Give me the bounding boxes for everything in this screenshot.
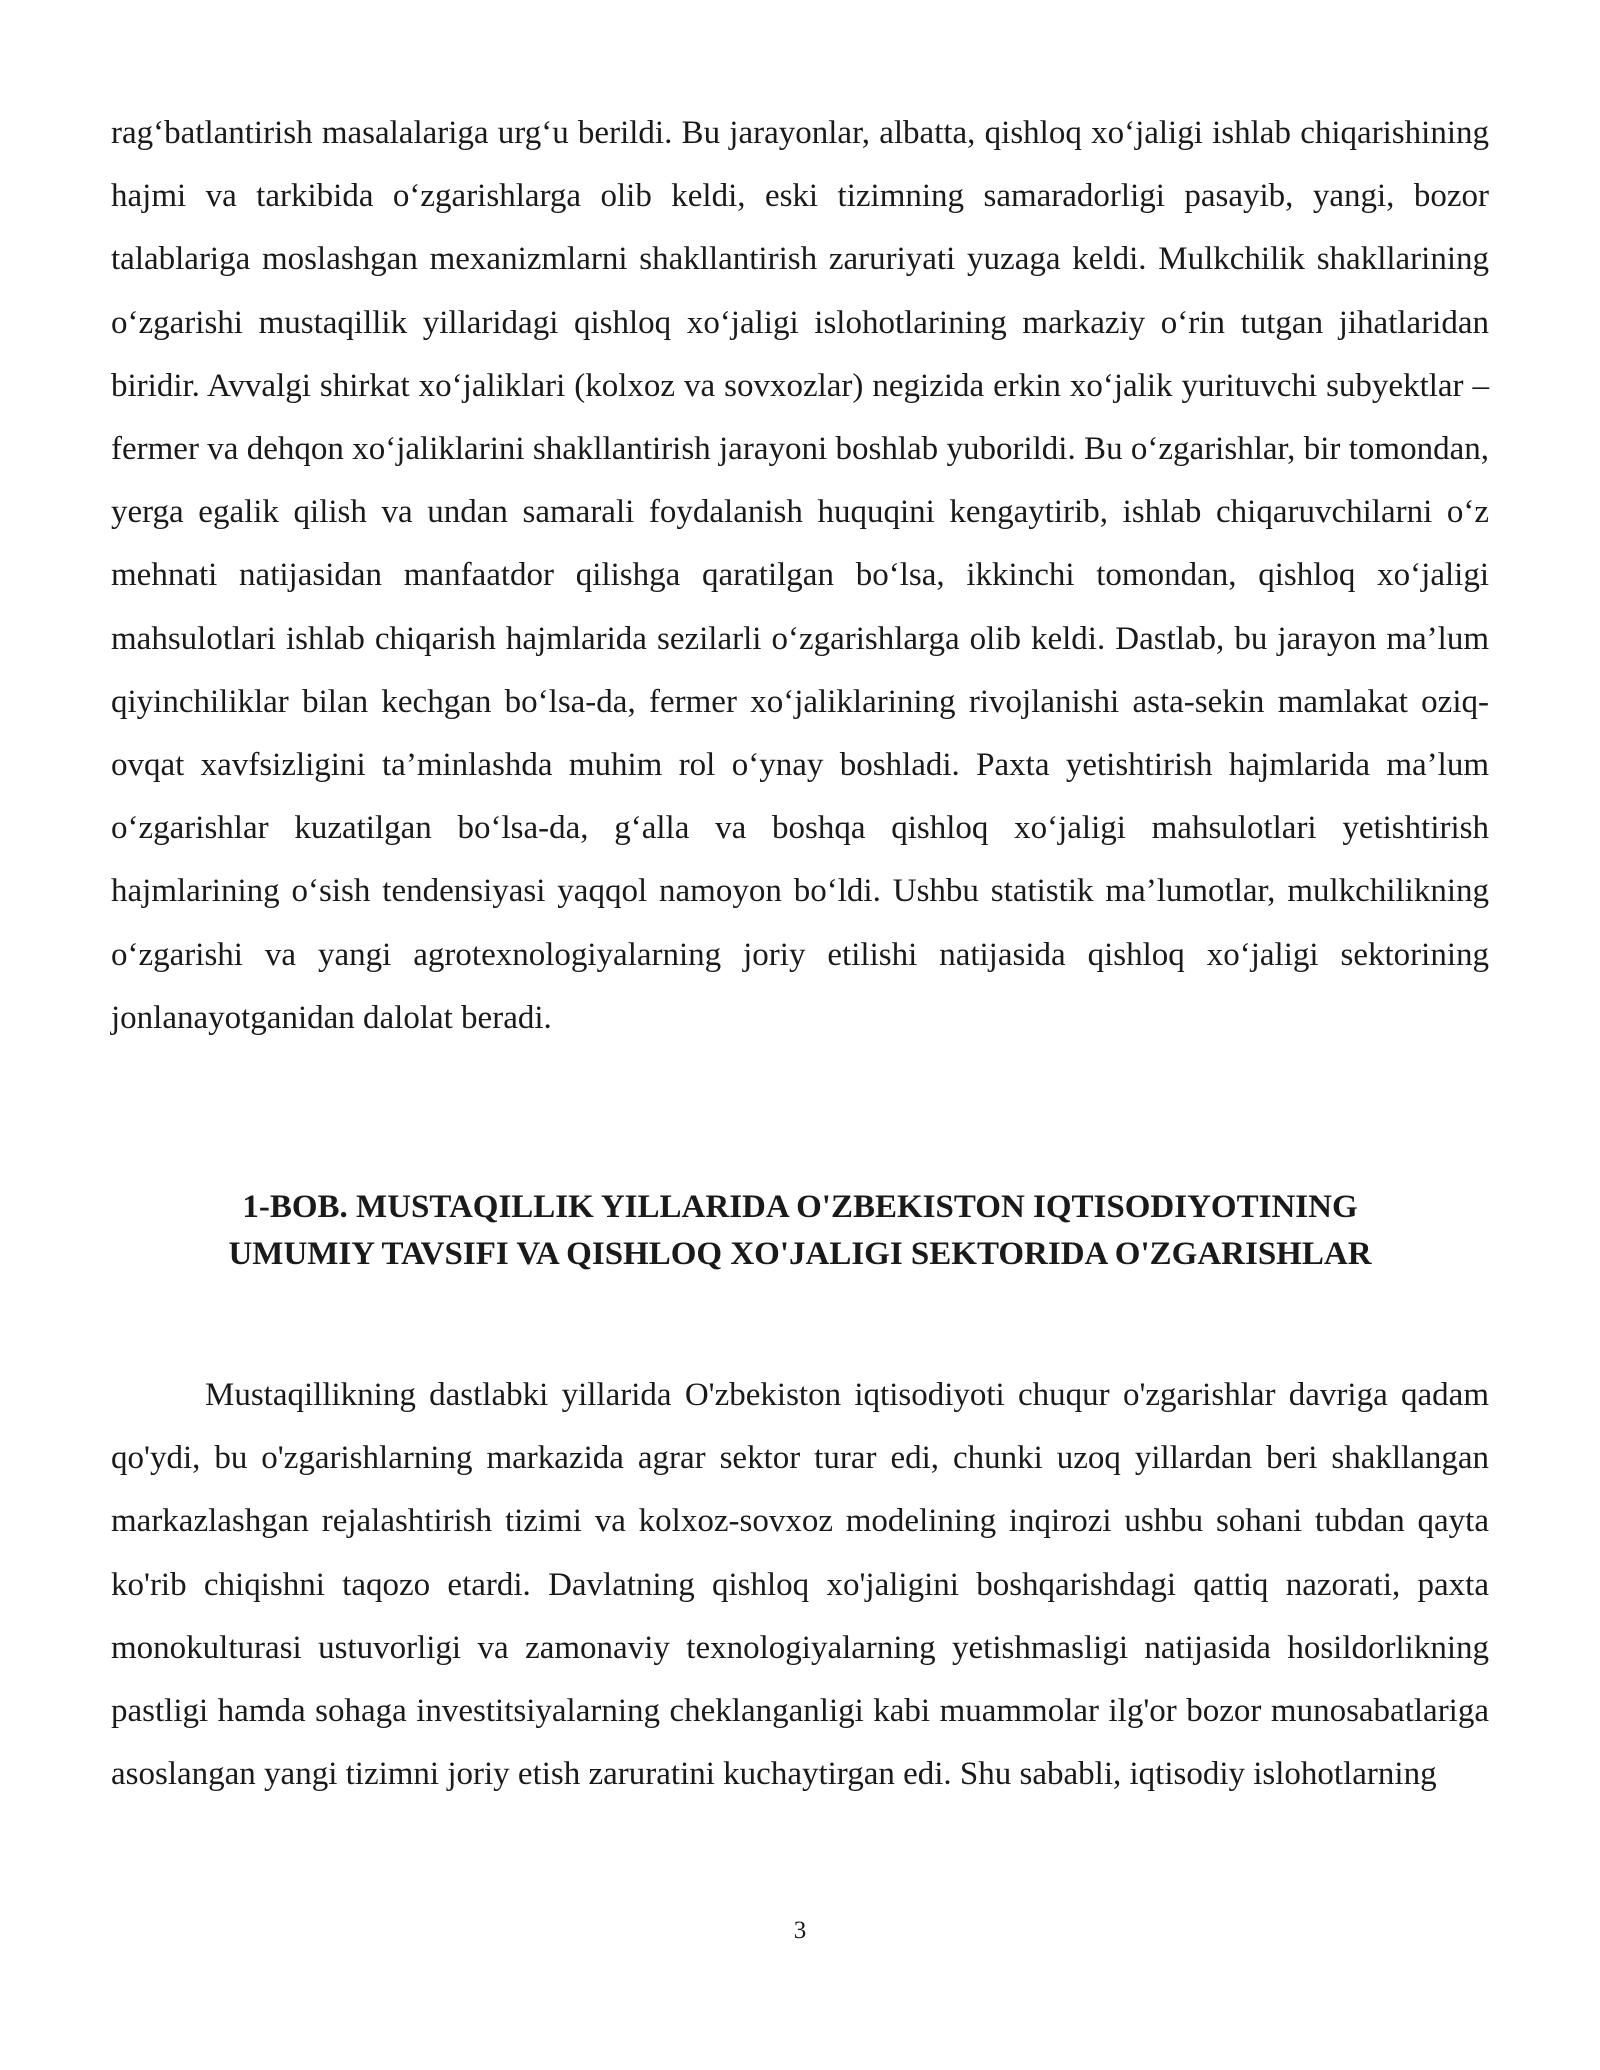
body-paragraph-intro: Mustaqillikning dastlabki yillarida O'zbekiston iqtisodiyoti chuqur o'zgarishlar davriga qadam qo'ydi, bu o'zgarishlarning markazida agrar sektor turar edi, chunki uzoq yillardan beri shakllangan markazlashgan rejalashtirish tizimi va kolxoz-sovxoz modelining inqirozi ushbu sohani tubdan qayta ko'rib chiqishni taqozo etardi. Davlatning qishloq xo'jaligini boshqarishdagi qattiq nazorati, paxta monokulturasi ustuvorligi va zamonaviy texnologiyalarning yetishmasligi natijasida hosildorlikning pastligi hamda sohaga investitsiyalarning cheklanganligi kabi muammolar ilg'or bozor munosabatlariga asoslangan yangi tizimni joriy etish zaruratini kuchaytirgan edi. Shu sababli, iqtisodiy islohotlarning (111, 1377, 1489, 1793)
chapter-heading (111, 1184, 1489, 1278)
body-paragraph-continuation: rag‘batlantirish masalalariga urg‘u berildi. Bu jarayonlar, albatta, qishloq xo‘jaligi ishlab chiqarishining hajmi va tarkibida o‘zgarishlarga olib keldi, eski tizimning samaradorligi pasayib, yangi, bozor talablariga moslashgan mexanizmlarni shakllantirish zaruriyati yuzaga keldi. Mulkchilik shakllarining o‘zgarishi mustaqillik yillaridagi qishloq xo‘jaligi islohotlarining markaziy o‘rin tutgan jihatlaridan biridir. Avvalgi shirkat xo‘jaliklari (kolxoz va sovxozlar) negizida erkin xo‘jalik yurituvchi subyektlar – fermer va dehqon xo‘jaliklarini shakllantirish jarayoni boshlab yuborildi. Bu o‘zgarishlar, bir tomondan, yerga egalik qilish va undan samarali foydalanish huquqini kengaytirib, ishlab chiqaruvchilarni o‘z mehnati natijasidan manfaatdor qilishga qaratilgan bo‘lsa, ikkinchi tomondan, qishloq xo‘jaligi mahsulotlari ishlab chiqarish hajmlarida sezilarli o‘zgarishlarga olib keldi. Dastlab, bu jarayon ma’lum qiyinchiliklar bilan kechgan bo‘lsa-da, fermer xo‘jaliklarining rivojlanishi asta-sekin mamlakat oziq-ovqat xavfsizligini ta’minlashda muhim rol o‘ynay boshladi. Paxta yetishtirish hajmlarida ma’lum o‘zgarishlar kuzatilgan bo‘lsa-da, g‘alla va boshqa qishloq xo‘jaligi mahsulotlari yetishtirish hajmlarining o‘sish tendensiyasi yaqqol namoyon bo‘ldi. Ushbu statistik ma’lumotlar, mulkchilikning o‘zgarishi va yangi agrotexnologiyalarning joriy etilishi natijasida qishloq xo‘jaligi sektorining jonlanayotganidan dalolat beradi. (111, 115, 1489, 1036)
chapter-heading-line-1: 1-BOB. MUSTAQILLIK YILLARIDA O'ZBEKISTON IQTISODIYOTINING (242, 1189, 1358, 1225)
chapter-heading-line-2: UMUMIY TAVSIFI VA QISHLOQ XO'JALIGI SEKTORIDA O'ZGARISHLAR (228, 1236, 1372, 1272)
page-number: 3 (793, 1917, 807, 1944)
